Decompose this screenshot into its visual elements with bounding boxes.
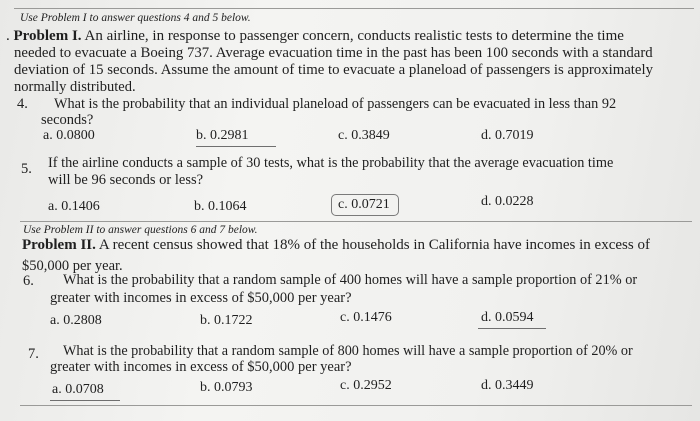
section-divider bbox=[20, 221, 692, 222]
q4-option-c: c. 0.3849 bbox=[338, 128, 390, 143]
q5-number: 5. bbox=[21, 161, 32, 177]
q4-number: 4. bbox=[17, 96, 28, 112]
q5-option-c: c. 0.0721 bbox=[338, 197, 390, 212]
q7-option-a-underline bbox=[50, 400, 120, 401]
q6-option-c: c. 0.1476 bbox=[340, 310, 392, 325]
problem1-line-2: needed to evacuate a Boeing 737. Average evacuation time in the past has been 100 seconds with a standard bbox=[14, 45, 653, 61]
bottom-rule bbox=[20, 405, 692, 406]
q6-option-d-underline bbox=[478, 328, 546, 329]
problem2-text-line-1 bbox=[22, 237, 650, 253]
q6-number: 6. bbox=[23, 273, 34, 289]
q7-option-d: d. 0.3449 bbox=[481, 378, 534, 393]
q4-option-a: a. 0.0800 bbox=[43, 128, 95, 143]
bullet-marker: . bbox=[6, 28, 10, 44]
q5-option-a: a. 0.1406 bbox=[48, 199, 100, 214]
problem1-line-4: normally distributed. bbox=[14, 79, 136, 95]
problem2-line-1: A recent census showed that 18% of the households in California have incomes in excess of bbox=[98, 237, 650, 253]
q7-text-line-1: What is the probability that a random sample of 800 homes will have a sample proportion of 20% or bbox=[63, 343, 633, 359]
problem2-label: Problem II. bbox=[22, 237, 96, 253]
q4-option-b: b. 0.2981 bbox=[196, 128, 249, 143]
q4-text-line-2: seconds? bbox=[41, 112, 94, 128]
q7-option-c: c. 0.2952 bbox=[340, 378, 392, 393]
problem2-instructions: Use Problem II to answer questions 6 and 7 below. bbox=[23, 224, 258, 236]
q7-text-line-2: greater with incomes in excess of $50,000 per year? bbox=[50, 359, 352, 375]
q6-option-b: b. 0.1722 bbox=[200, 313, 253, 328]
q4-text-line-1: What is the probability that an individual planeload of passengers can be evacuated in less than 92 bbox=[54, 96, 617, 112]
q5-option-d: d. 0.0228 bbox=[481, 194, 534, 209]
q6-text-line-2: greater with incomes in excess of $50,000 per year? bbox=[50, 290, 352, 306]
top-rule bbox=[14, 8, 694, 9]
q7-option-a: a. 0.0708 bbox=[52, 382, 104, 397]
q7-option-b: b. 0.0793 bbox=[200, 380, 253, 395]
problem1-text-line-1 bbox=[6, 28, 624, 44]
problem1-instructions: Use Problem I to answer questions 4 and 5 below. bbox=[20, 12, 251, 24]
q5-text-line-1: If the airline conducts a sample of 30 tests, what is the probability that the average evacuation time bbox=[48, 155, 614, 171]
q4-option-d: d. 0.7019 bbox=[481, 128, 534, 143]
q5-text-line-2: will be 96 seconds or less? bbox=[48, 172, 204, 188]
q7-number: 7. bbox=[28, 346, 39, 362]
q6-option-d: d. 0.0594 bbox=[481, 310, 534, 325]
q5-option-b: b. 0.1064 bbox=[194, 199, 247, 214]
problem1-label: Problem I. bbox=[13, 28, 82, 44]
problem1-line-1: An airline, in response to passenger concern, conducts realistic tests to determine the time bbox=[84, 28, 624, 44]
q6-option-a: a. 0.2808 bbox=[50, 313, 102, 328]
q6-text-line-1: What is the probability that a random sample of 400 homes will have a sample proportion of 21% or bbox=[63, 272, 638, 288]
q4-option-b-underline bbox=[196, 146, 276, 147]
problem2-line-2: $50,000 per year. bbox=[22, 258, 123, 274]
problem1-line-3: deviation of 15 seconds. Assume the amount of time to evacuate a planeload of passengers is approximately bbox=[14, 62, 653, 78]
